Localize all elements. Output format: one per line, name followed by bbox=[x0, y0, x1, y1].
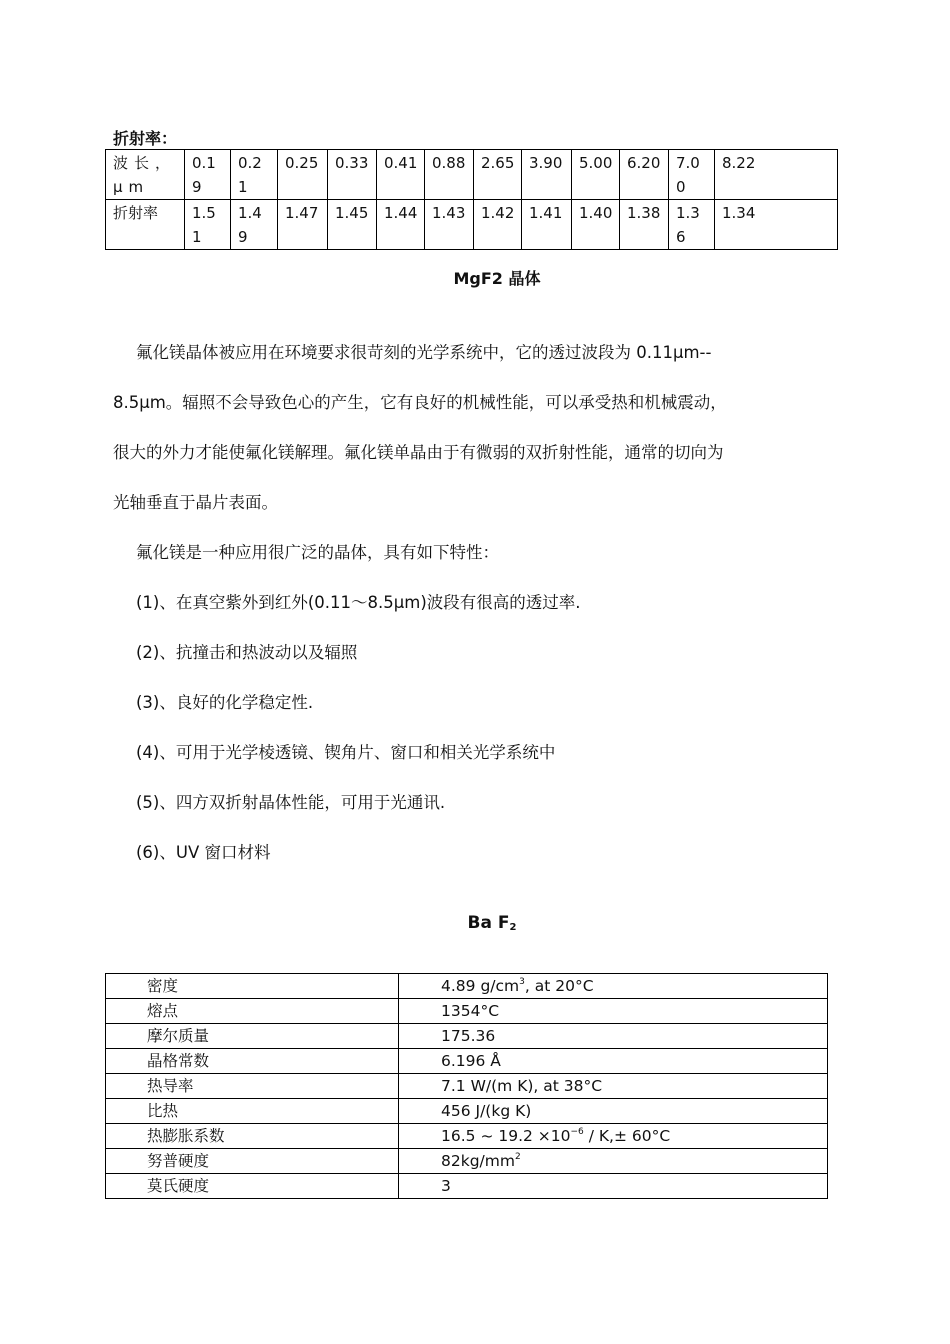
wavelength-cell: 2.65 bbox=[474, 150, 522, 200]
paragraph-line: 氟化镁晶体被应用在环境要求很苛刻的光学系统中，它的透过波段为 0.11μm-- bbox=[136, 343, 712, 362]
property-row bbox=[106, 1074, 828, 1099]
wavelength-cell: 7.00 bbox=[669, 150, 715, 200]
property-value-superscript: −6 bbox=[570, 1127, 584, 1137]
property-value-text: 82kg/mm bbox=[441, 1152, 515, 1170]
paragraph-line: 光轴垂直于晶片表面。 bbox=[113, 493, 278, 512]
property-value-text: 6.196 Å bbox=[441, 1052, 501, 1070]
wavelength-cell: 8.22 bbox=[715, 150, 838, 200]
refractive-index-label: 折射率： bbox=[113, 129, 178, 148]
index-cell: 1.43 bbox=[425, 200, 474, 250]
property-value bbox=[399, 1149, 828, 1174]
wavelength-cell: 0.88 bbox=[425, 150, 474, 200]
index-cell: 1.41 bbox=[522, 200, 572, 250]
property-row bbox=[106, 999, 828, 1024]
wavelength-cell: 0.21 bbox=[231, 150, 278, 200]
feature-item: (6)、UV 窗口材料 bbox=[136, 843, 271, 862]
property-name: 熔点 bbox=[106, 999, 399, 1024]
property-value-suffix: / K,± 60°C bbox=[583, 1127, 671, 1145]
mgf2-title: MgF2 晶体 bbox=[453, 269, 541, 288]
property-row bbox=[106, 1099, 828, 1124]
index-cell: 1.51 bbox=[185, 200, 231, 250]
paragraph-line: 很大的外力才能使氟化镁解理。氟化镁单晶由于有微弱的双折射性能，通常的切向为 bbox=[113, 443, 724, 462]
property-value-text: 456 J/(kg K) bbox=[441, 1102, 532, 1120]
index-cell: 1.49 bbox=[231, 200, 278, 250]
wavelength-header: 波长，μm bbox=[106, 150, 185, 200]
property-row bbox=[106, 1049, 828, 1074]
index-row bbox=[106, 200, 838, 250]
property-row bbox=[106, 1149, 828, 1174]
property-value bbox=[399, 999, 828, 1024]
refractive-index-table bbox=[105, 149, 838, 250]
property-row bbox=[106, 1174, 828, 1199]
property-value-text: 4.89 g/cm bbox=[441, 977, 520, 995]
wavelength-cell: 5.00 bbox=[572, 150, 620, 200]
baf2-title bbox=[0, 913, 950, 933]
property-row bbox=[106, 1024, 828, 1049]
index-cell: 1.42 bbox=[474, 200, 522, 250]
wavelength-cell: 6.20 bbox=[620, 150, 669, 200]
property-value bbox=[399, 1024, 828, 1049]
feature-item: (5)、四方双折射晶体性能，可用于光通讯. bbox=[136, 793, 446, 812]
wavelength-cell: 0.25 bbox=[278, 150, 328, 200]
wavelength-cell: 3.90 bbox=[522, 150, 572, 200]
property-name: 摩尔质量 bbox=[106, 1024, 399, 1049]
wavelength-row bbox=[106, 150, 838, 200]
property-value-text: 175.36 bbox=[441, 1027, 496, 1045]
property-value bbox=[399, 1049, 828, 1074]
property-name: 密度 bbox=[106, 974, 399, 999]
paragraph-line: 8.5μm。辐照不会导致色心的产生，它有良好的机械性能，可以承受热和机械震动， bbox=[113, 393, 727, 412]
wavelength-cell: 0.41 bbox=[377, 150, 425, 200]
property-value bbox=[399, 1099, 828, 1124]
baf2-properties-table bbox=[105, 973, 828, 1199]
property-value bbox=[399, 974, 828, 999]
wavelength-cell: 0.33 bbox=[328, 150, 377, 200]
index-cell: 1.40 bbox=[572, 200, 620, 250]
property-name: 热膨胀系数 bbox=[106, 1124, 399, 1149]
index-cell: 1.34 bbox=[715, 200, 838, 250]
feature-item: (1)、在真空紫外到红外(0.11～8.5μm)波段有很高的透过率. bbox=[136, 593, 581, 612]
wavelength-cell: 0.19 bbox=[185, 150, 231, 200]
property-value bbox=[399, 1174, 828, 1199]
property-value-superscript: 2 bbox=[514, 1152, 521, 1162]
property-name: 比热 bbox=[106, 1099, 399, 1124]
property-row bbox=[106, 974, 828, 999]
index-cell: 1.38 bbox=[620, 200, 669, 250]
baf2-title-sub: 2 bbox=[509, 922, 517, 933]
index-cell: 1.44 bbox=[377, 200, 425, 250]
property-value bbox=[399, 1124, 828, 1149]
property-row bbox=[106, 1124, 828, 1149]
property-value-suffix: , at 20°C bbox=[524, 977, 594, 995]
property-name: 热导率 bbox=[106, 1074, 399, 1099]
index-cell: 1.36 bbox=[669, 200, 715, 250]
baf2-title-main: Ba F bbox=[467, 913, 510, 933]
property-name: 晶格常数 bbox=[106, 1049, 399, 1074]
index-cell: 1.47 bbox=[278, 200, 328, 250]
property-value-text: 3 bbox=[441, 1177, 451, 1195]
index-header: 折射率 bbox=[106, 200, 185, 250]
feature-item: (2)、抗撞击和热波动以及辐照 bbox=[136, 643, 358, 662]
property-name: 努普硬度 bbox=[106, 1149, 399, 1174]
feature-item: (3)、良好的化学稳定性. bbox=[136, 693, 314, 712]
property-value bbox=[399, 1074, 828, 1099]
property-value-superscript: 3 bbox=[519, 977, 525, 987]
property-value-text: 1354°C bbox=[441, 1002, 500, 1020]
mgf2-intro: 氟化镁是一种应用很广泛的晶体，具有如下特性： bbox=[136, 543, 499, 562]
property-value-text: 16.5 ~ 19.2 ×10 bbox=[441, 1127, 571, 1145]
index-cell: 1.45 bbox=[328, 200, 377, 250]
property-name: 莫氏硬度 bbox=[106, 1174, 399, 1199]
property-value-text: 7.1 W/(m K), at 38°C bbox=[441, 1077, 603, 1095]
feature-item: (4)、可用于光学棱透镜、锲角片、窗口和相关光学系统中 bbox=[136, 743, 556, 762]
